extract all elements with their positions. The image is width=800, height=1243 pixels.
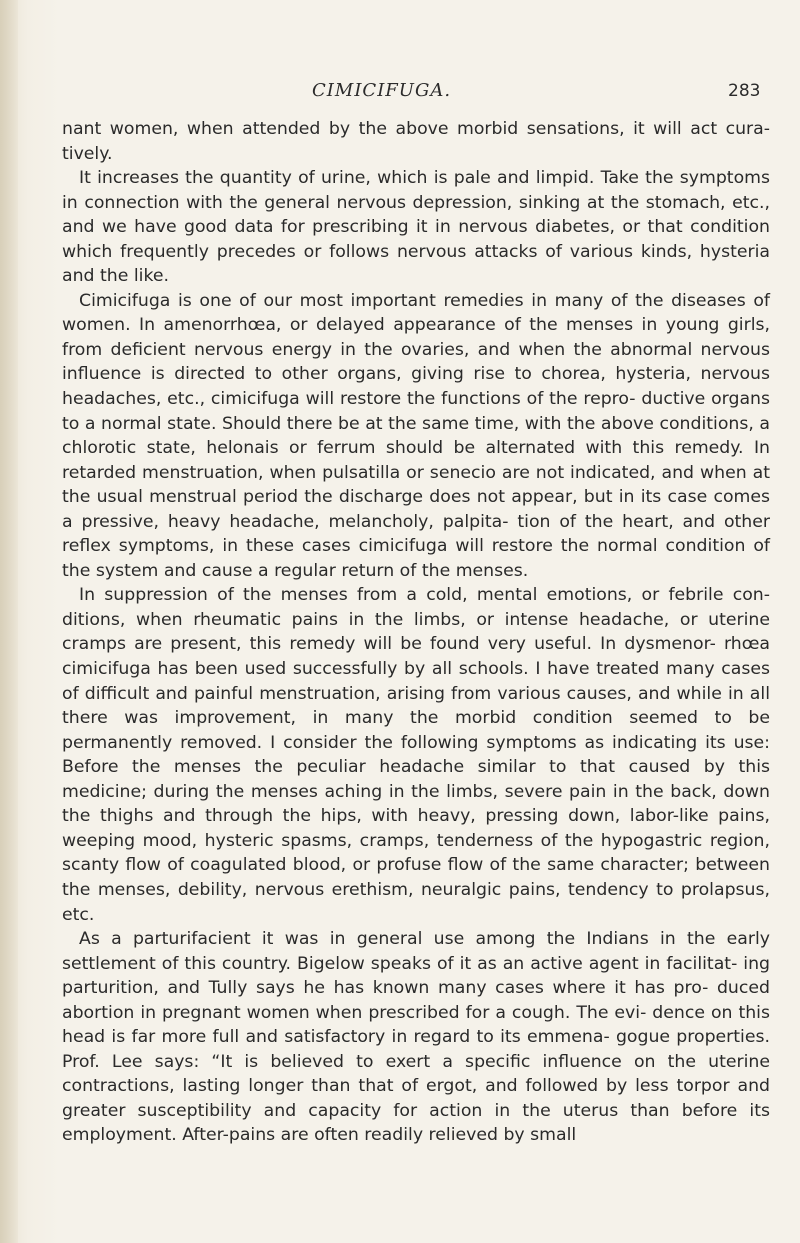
body-text [62, 117, 770, 1148]
page-gutter-shadow [0, 0, 18, 1243]
chapter-title: CIMICIFUGA. [312, 80, 452, 101]
paragraph-parturifacient: As a parturifacient it was in general use among the Indians in the early settlement of this country. Bigelow speaks of it as an active agent in facilitat- ing parturition, and Tully says he has known many cases where it has pro- duced abortion in pregnant women when prescribed for a cough. The evi- dence on this head is far more full and satisfactory in regard to its emmena- gogue properties. Prof. Lee says: “It is believed to exert a specific influence on the uterine contractions, lasting longer than that of ergot, and followed by less torpor and greater susceptibility and capacity for action in the uterus than before its employment. After-pains are often readily relieved by small [62, 929, 770, 1146]
page-number: 283 [728, 81, 761, 101]
paragraph-urine: It increases the quantity of urine, which is pale and limpid. Take the symptoms in connection with the general nervous depression, sinking at the stomach, etc., and we have good data for prescribing it in nervous diabetes, or that condition which frequently precedes or follows nervous attacks of various kinds, hysteria and the like. [62, 168, 770, 287]
paragraph-continuation: nant women, when attended by the above morbid sensations, it will act cura- tively. [62, 119, 770, 164]
running-head [0, 80, 800, 108]
paragraph-diseases-of-women: Cimicifuga is one of our most important remedies in many of the diseases of women. In amenorrhœa, or delayed appearance of the menses in young girls, from deficient nervous energy in the ovaries, and when the abnormal nervous influence is directed to other organs, giving rise to chorea, hysteria, nervous headaches, etc., cimicifuga will restore the functions of the repro- ductive organs to a normal state. Should there be at the same time, with the above conditions, a chlorotic state, helonais or ferrum should be alternated with this remedy. In retarded menstruation, when pulsatilla or senecio are not indicated, and when at the usual menstrual period the discharge does not appear, but in its case comes a pressive, heavy headache, melancholy, palpita- tion of the heart, and other reflex symptoms, in these cases cimicifuga will restore the normal condition of the system and cause a regular return of the menses. [62, 290, 770, 581]
paragraph-suppression-of-menses: In suppression of the menses from a cold, mental emotions, or febrile con- ditions, when rheumatic pains in the limbs, or intense headache, or uterine cramps are present, this remedy will be found very useful. In dysmenor- rhœa cimicifuga has been used successfully by all schools. I have treated many cases of difficult and painful menstruation, arising from various causes, and while in all there was improvement, in many the morbid condition seemed to be permanently removed. I consider the following symptoms as indicating its use: Before the menses the peculiar headache similar to that caused by this medicine; during the menses aching in the limbs, severe pain in the back, down the thighs and through the hips, with heavy, pressing down, labor-like pains, weeping mood, hysteric spasms, cramps, tenderness of the hypogastric region, scanty flow of coagulated blood, or profuse flow of the same character; between the menses, debility, nervous erethism, neuralgic pains, tendency to prolapsus, etc. [62, 585, 770, 925]
